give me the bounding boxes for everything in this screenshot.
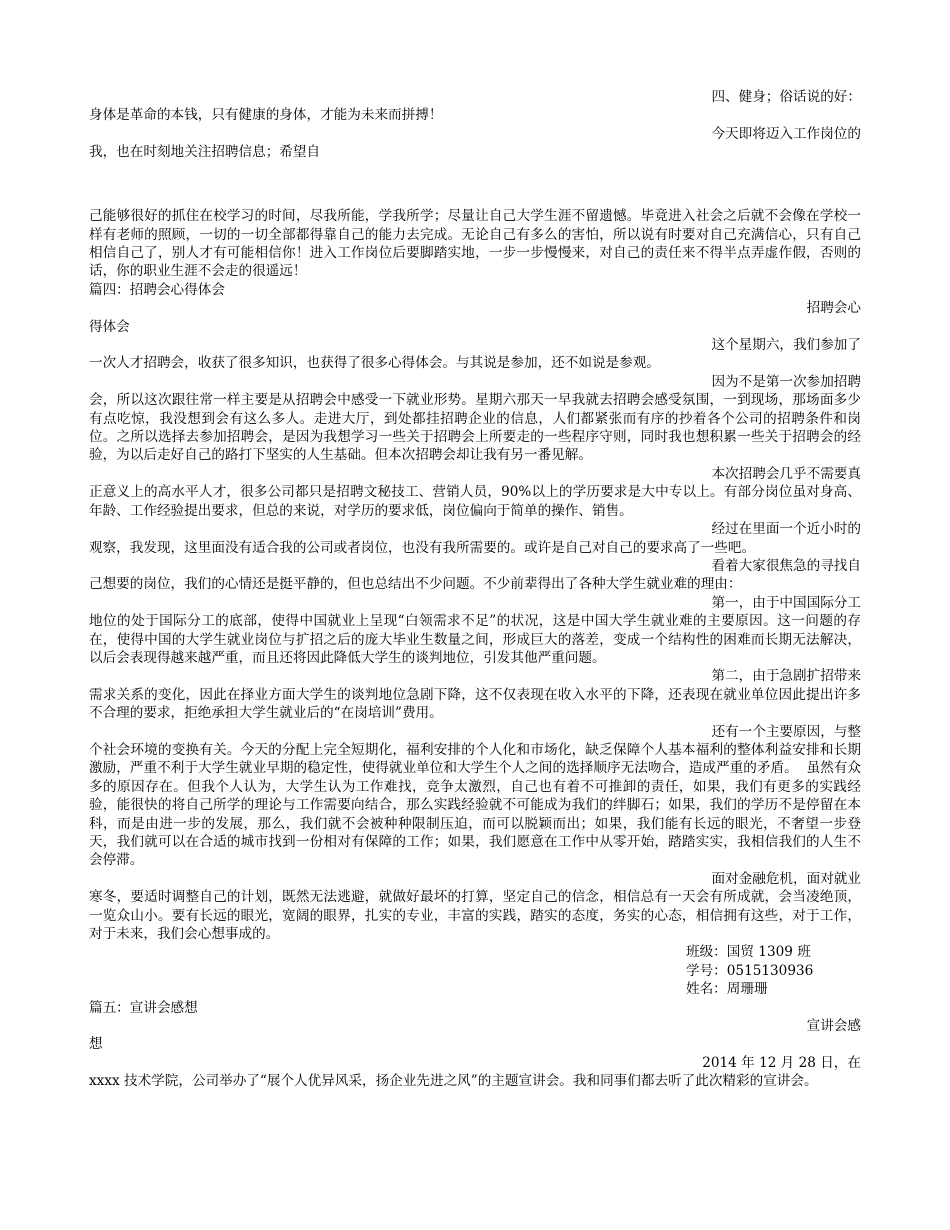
- paragraph: 地位的处于国际分工的底部，使得中国就业上呈现“白领需求不足”的状况，这是中国大学生就业难的主要原因。这一问题的存在，使得中国的大学生就业岗位与扩招之后的庞大毕业生数量之间，形成巨大的落差，变成一个结构性的困难而长期无法解决，以后会表现得越来越严重，而且还将因此降低大学生的谈判地位，引发其他严重问题。: [89, 613, 861, 666]
- paragraph: 一次人才招聘会，收获了很多知识，也获得了很多心得体会。与其说是参加，还不如说是参观。: [89, 355, 660, 372]
- paragraph: 想: [89, 1036, 103, 1053]
- paragraph: 己能够很好的抓住在校学习的时间，尽我所能，学我所学；尽量让自己大学生涯不留遗憾。毕竟进入社会之后就不会像在学校一样有老师的照顾，一切的一切全部都得靠自己的能力去完成。无论自己有多么的害怕，所以说有时要对自己充满信心，只有自己相信自己了，别人才有可能相信你！进入工作岗位后要脚踏实地，一步一步慢慢来，对自己的责任来不得半点弄虚作假，否则的话，你的职业生涯不会走的很遥远！: [89, 208, 861, 280]
- paragraph: 看着大家很焦急的寻找自: [711, 557, 861, 574]
- paragraph: 得体会: [89, 318, 130, 335]
- paragraph: 第二，由于急剧扩招带来: [711, 668, 861, 685]
- paragraph: 宣讲会感: [806, 1018, 861, 1035]
- paragraph: 己想要的岗位，我们的心情还是挺平静的，但也总结出不少问题。不少前辈得出了各种大学生就业难的理由：: [89, 576, 742, 593]
- blank-line: [89, 175, 861, 193]
- paragraph: 会，所以这次跟往常一样主要是从招聘会中感受一下就业形势。星期六那天一早我就去招聘会感受氛围，一到现场，那场面多少有点吃惊，我没想到会有这么多人。走进大厅，到处都挂招聘企业的信息，人们都紧张而有序的抄着各个公司的招聘条件和岗位。之所以选择去参加招聘会，是因为我想学习一些关于招聘会上所要走的一些程序守则，同时我也想积累一些关于招聘会的经验，为以后走好自己的路打下坚实的人生基础。但本次招聘会却让我有另一番见解。: [89, 392, 861, 464]
- paragraph: 身体是革命的本钱，只有健康的身体，才能为未来而拼搏！: [89, 107, 443, 124]
- paragraph: 今天即将迈入工作岗位的: [711, 125, 861, 142]
- paragraph: xxxx 技术学院，公司举办了“展个人优异风采，扬企业先进之风”的主题宣讲会。我和同事们都去听了此次精彩的宣讲会。: [89, 1073, 818, 1090]
- paragraph: 招聘会心: [806, 300, 861, 317]
- paragraph: 第一，由于中国国际分工: [711, 594, 861, 611]
- paragraph: 学号：0515130936: [686, 962, 814, 979]
- paragraph: 个社会环境的变换有关。今天的分配上完全短期化，福利安排的个人化和市场化，缺乏保障个人基本福利的整体利益安排和长期激励，严重不利于大学生就业早期的稳定性，使得就业单位和大学生个人之间的选择顺序无法吻合，造成严重的矛盾。 虽然有众多的原因存在。但我个人认为，大学生认为工作难找，竞争太激烈，自己也有着不可推卸的责任，如果，我们有更多的实践经验，能很快的将自己所学的理论与工作需要向结合，那么实践经验就不可能成为我们的绊脚石；如果，我们的学历不是停留在本科，而是由进一步的发展，那么，我们就不会被种种限制压迫，而可以脱颖而出；如果，我们能有长远的眼光，不奢望一步登天，我们就可以在合适的城市找到一份相对有保障的工作；如果，我们愿意在工作中从零开始，踏踏实实，我相信我们的人生不会停滞。: [89, 741, 861, 869]
- paragraph: 2014 年 12 月 28 日，在: [702, 1054, 861, 1071]
- paragraph: 观察，我发现，这里面没有适合我的公司或者岗位，也没有我所需要的。或许是自己对自己的要求高了一些吧。: [89, 539, 756, 556]
- paragraph: 四、健身；俗话说的好：: [711, 89, 861, 105]
- paragraph: 面对金融危机，面对就业: [711, 870, 861, 887]
- paragraph: 这个星期六，我们参加了: [711, 337, 861, 354]
- paragraph: 姓名：周珊珊: [686, 981, 768, 998]
- paragraph: 因为不是第一次参加招聘: [711, 373, 861, 390]
- paragraph: 篇五：宣讲会感想: [89, 999, 198, 1016]
- paragraph: 篇四：招聘会心得体会: [89, 281, 225, 298]
- paragraph: 需求关系的变化，因此在择业方面大学生的谈判地位急剧下降，这不仅表现在收入水平的下降，还表现在就业单位因此提出许多不合理的要求，拒绝承担大学生就业后的“在岗培训”费用。: [89, 686, 861, 722]
- paragraph: 我，也在时刻地关注招聘信息；希望自: [89, 144, 321, 161]
- paragraph: 经过在里面一个近小时的: [711, 521, 861, 538]
- paragraph: 还有一个主要原因，与整: [711, 723, 861, 740]
- paragraph: 寒冬，要适时调整自己的计划，既然无法逃避，就做好最坏的打算，坚定自己的信念，相信总有一天会有所成就，会当凌绝顶，一览众山小。要有长远的眼光，宽阔的眼界，扎实的专业，丰富的实践，踏实的态度，务实的心态，相信拥有这些，对于工作，对于未来，我们会心想事成的。: [89, 889, 861, 943]
- document-body: [89, 88, 861, 1091]
- paragraph: 班级：国贸 1309 班: [686, 944, 811, 961]
- paragraph: 本次招聘会几乎不需要真: [711, 465, 861, 482]
- paragraph: 正意义上的高水平人才，很多公司都只是招聘文秘技工、营销人员，90%以上的学历要求是大中专以上。有部分岗位虽对身高、年龄、工作经验提出要求，但总的来说，对学历的要求低，岗位偏向于简单的操作、销售。: [89, 484, 861, 519]
